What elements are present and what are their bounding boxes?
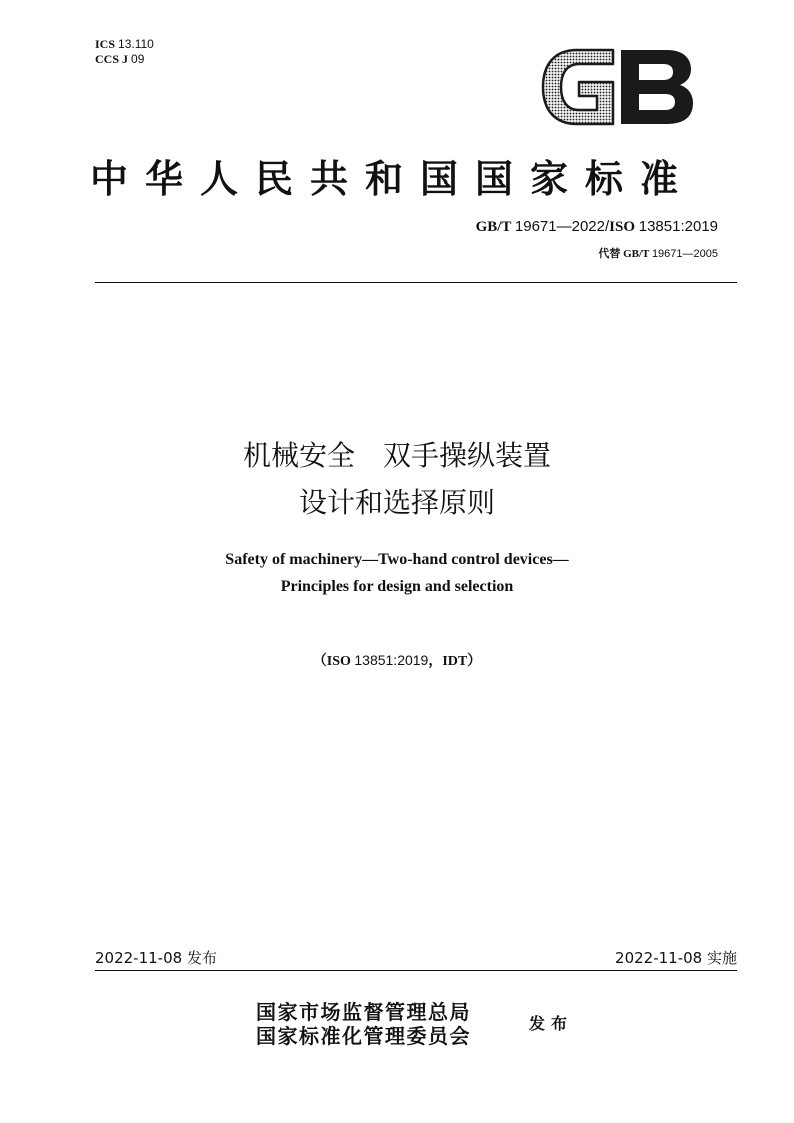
logo-letter-g: [543, 50, 613, 124]
standard-number-prefix: GB/T: [475, 219, 512, 235]
footer-divider: [95, 970, 737, 971]
ccs-label: CCS J: [95, 52, 129, 66]
identity-close: ，IDT）: [428, 654, 482, 669]
iso-prefix: ISO: [609, 219, 635, 235]
identity-note: [0, 650, 794, 670]
iso-number-value: 13851:2019: [638, 218, 718, 235]
ccs-value: 09: [131, 52, 145, 66]
gb-logo: [539, 46, 695, 128]
logo-letter-b: [621, 50, 693, 124]
identity-open: （ISO: [312, 654, 351, 669]
standard-number-value: 19671—2022/: [514, 218, 610, 235]
standard-number: [476, 218, 718, 236]
replaces-note: [598, 245, 718, 261]
title-cn-line2: 设计和选择原则: [298, 486, 495, 519]
standard-name: 中华人民共和国国家标准: [90, 156, 696, 201]
classification-codes: [95, 37, 154, 67]
replaces-value: 19671—2005: [651, 248, 718, 260]
header-divider: [95, 282, 737, 283]
issuer-line1: 国家市场监督管理总局: [256, 1000, 471, 1024]
title-cn-line1: 机械安全 双手操纵装置: [242, 439, 551, 472]
ics-label: ICS: [95, 37, 116, 51]
issue-action: 发布: [529, 1014, 574, 1033]
title-en-line2: Principles for design and selection: [280, 578, 514, 595]
identity-numbers: 13851:2019: [354, 652, 429, 668]
ics-code: [95, 37, 154, 52]
replaces-prefix: 代替 GB/T: [598, 248, 650, 260]
implementation-date: 2022-11-08 实施: [615, 949, 737, 967]
title-en-line1: Safety of machinery—Two-hand control devices—: [225, 551, 569, 568]
ccs-code: [95, 52, 154, 67]
issue-date: 2022-11-08 发布: [95, 949, 217, 967]
issuer-line2: 国家标准化管理委员会: [256, 1024, 471, 1048]
ics-value: 13.110: [118, 37, 154, 51]
